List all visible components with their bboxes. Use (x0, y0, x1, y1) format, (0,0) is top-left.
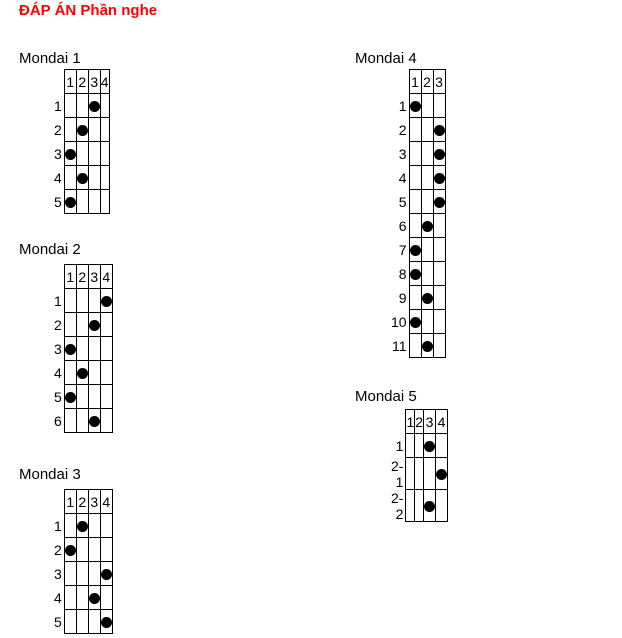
question-number: 6 (54, 412, 62, 429)
answer-cell (100, 562, 112, 586)
answer-cell (88, 313, 100, 337)
question-number: 1 (395, 437, 404, 454)
option-header: 2 (76, 70, 88, 94)
answer-cell (88, 361, 100, 385)
answer-mark (89, 416, 100, 427)
answer-cell (100, 385, 112, 409)
answer-cell (100, 289, 112, 313)
question-number: 1 (54, 292, 62, 309)
section-title: Mondai 5 (355, 388, 417, 405)
answer-cell (433, 334, 445, 358)
option-header: 4 (100, 70, 109, 94)
answer-cell (421, 238, 433, 262)
header-corner (391, 410, 406, 434)
answer-cell (88, 409, 100, 433)
answer-grid (391, 409, 448, 522)
answer-cell (421, 262, 433, 286)
question-row (54, 166, 109, 190)
answer-cell (424, 458, 436, 490)
question-number: 2 (54, 121, 62, 138)
answer-mark (410, 245, 421, 256)
answer-mark (422, 293, 433, 304)
answer-mark (436, 469, 447, 480)
answer-cell (88, 538, 100, 562)
answer-cell (76, 190, 88, 214)
answer-cell (88, 166, 100, 190)
question-number: 3 (54, 340, 62, 357)
answer-cell (76, 409, 88, 433)
answer-mark (410, 101, 421, 112)
answer-cell (100, 409, 112, 433)
answer-mark (77, 521, 88, 532)
answer-cell (64, 562, 76, 586)
answer-cell (100, 514, 112, 538)
option-header: 1 (64, 70, 76, 94)
answer-cell (64, 514, 76, 538)
question-row (54, 337, 112, 361)
answer-mark (65, 392, 76, 403)
question-row (54, 142, 109, 166)
answer-cell (436, 458, 448, 490)
question-row (391, 434, 448, 458)
header-corner (54, 490, 64, 514)
answer-cell (76, 385, 88, 409)
answer-cell (100, 118, 109, 142)
answer-cell (76, 94, 88, 118)
question-number: 5 (398, 193, 407, 210)
answer-cell (409, 286, 421, 310)
answer-cell (433, 286, 445, 310)
answer-cell (88, 142, 100, 166)
answer-cell (88, 562, 100, 586)
answer-mark (77, 368, 88, 379)
header-corner (54, 265, 64, 289)
question-row (391, 118, 445, 142)
page-title: ĐÁP ÁN Phần nghe (19, 2, 158, 19)
answer-cell (433, 310, 445, 334)
answer-cell (100, 94, 109, 118)
question-number: 3 (398, 145, 407, 162)
question-number: 2-2 (391, 489, 404, 522)
section-title: Mondai 1 (19, 50, 81, 67)
answer-mark (434, 149, 445, 160)
answer-cell (406, 434, 415, 458)
answer-cell (76, 313, 88, 337)
answer-mark (89, 101, 100, 112)
answer-mark (89, 320, 100, 331)
answer-cell (64, 538, 76, 562)
answer-grid (54, 69, 110, 214)
answer-cell (76, 562, 88, 586)
answer-cell (433, 166, 445, 190)
answer-cell (76, 118, 88, 142)
answer-mark (410, 269, 421, 280)
answer-cell (436, 434, 448, 458)
answer-cell (100, 190, 109, 214)
question-number: 4 (54, 589, 62, 606)
answer-mark (77, 125, 88, 136)
option-header: 2 (421, 70, 433, 94)
answer-mark (434, 173, 445, 184)
question-row (54, 361, 112, 385)
question-row (54, 538, 112, 562)
answer-mark (65, 197, 76, 208)
answer-cell (76, 514, 88, 538)
answer-cell (64, 142, 76, 166)
answer-cell (433, 142, 445, 166)
answer-cell (421, 118, 433, 142)
answer-mark (65, 149, 76, 160)
question-row (391, 286, 445, 310)
answer-mark (424, 441, 435, 452)
answer-cell (421, 286, 433, 310)
option-header: 3 (88, 265, 100, 289)
question-row (54, 313, 112, 337)
answer-cell (76, 289, 88, 313)
answer-cell (100, 538, 112, 562)
answer-mark (101, 617, 112, 628)
answer-cell (409, 142, 421, 166)
question-row (54, 289, 112, 313)
answer-cell (421, 334, 433, 358)
question-number: 1 (398, 97, 407, 114)
question-row (391, 490, 448, 522)
question-row (54, 562, 112, 586)
answer-cell (88, 586, 100, 610)
answer-mark (101, 296, 112, 307)
option-header: 4 (436, 410, 448, 434)
answer-cell (409, 190, 421, 214)
answer-cell (433, 118, 445, 142)
section-title: Mondai 4 (355, 50, 417, 67)
question-number: 4 (54, 169, 62, 186)
question-number: 9 (398, 289, 407, 306)
option-header: 1 (64, 265, 76, 289)
question-row (391, 262, 445, 286)
answer-cell (424, 434, 436, 458)
answer-cell (409, 238, 421, 262)
question-row (391, 142, 445, 166)
answer-cell (76, 610, 88, 634)
answer-cell (100, 166, 109, 190)
answer-cell (409, 334, 421, 358)
question-row (391, 94, 445, 118)
answer-cell (421, 142, 433, 166)
question-row (54, 409, 112, 433)
answer-cell (76, 361, 88, 385)
answer-mark (101, 569, 112, 580)
answer-cell (100, 142, 109, 166)
option-header: 3 (88, 490, 100, 514)
answer-cell (64, 361, 76, 385)
answer-cell (421, 94, 433, 118)
question-row (54, 514, 112, 538)
question-row (54, 385, 112, 409)
question-row (54, 586, 112, 610)
answer-cell (88, 514, 100, 538)
answer-cell (409, 262, 421, 286)
answer-cell (76, 142, 88, 166)
answer-cell (100, 313, 112, 337)
answer-cell (64, 586, 76, 610)
answer-cell (88, 94, 100, 118)
option-header: 1 (64, 490, 76, 514)
answer-mark (434, 125, 445, 136)
question-row (391, 458, 448, 490)
question-number: 2 (54, 316, 62, 333)
answer-cell (409, 166, 421, 190)
answer-cell (415, 490, 424, 522)
answer-cell (88, 190, 100, 214)
option-header: 3 (88, 70, 100, 94)
question-number: 11 (392, 337, 407, 354)
question-row (391, 166, 445, 190)
answer-cell (409, 118, 421, 142)
answer-cell (76, 337, 88, 361)
answer-cell (64, 409, 76, 433)
question-row (54, 190, 109, 214)
answer-mark (410, 317, 421, 328)
question-number: 1 (54, 517, 62, 534)
option-header: 2 (76, 490, 88, 514)
question-row (54, 118, 109, 142)
answer-cell (433, 94, 445, 118)
answer-cell (88, 337, 100, 361)
section-title: Mondai 3 (19, 466, 81, 483)
option-header: 3 (433, 70, 445, 94)
option-header: 3 (424, 410, 436, 434)
question-number: 5 (54, 388, 62, 405)
answer-cell (433, 238, 445, 262)
answer-cell (76, 538, 88, 562)
answer-cell (406, 458, 415, 490)
answer-cell (409, 94, 421, 118)
question-row (391, 190, 445, 214)
header-corner (391, 70, 409, 94)
section-title: Mondai 2 (19, 241, 81, 258)
answer-cell (64, 337, 76, 361)
answer-cell (64, 313, 76, 337)
option-header: 2 (415, 410, 424, 434)
answer-mark (424, 501, 435, 512)
answer-cell (433, 262, 445, 286)
answer-cell (64, 610, 76, 634)
answer-cell (88, 289, 100, 313)
answer-cell (100, 610, 112, 634)
answer-cell (415, 434, 424, 458)
answer-mark (77, 173, 88, 184)
answer-cell (421, 166, 433, 190)
option-header: 2 (76, 265, 88, 289)
question-row (391, 238, 445, 262)
answer-mark (422, 341, 433, 352)
question-number: 2-1 (391, 457, 404, 490)
answer-cell (100, 361, 112, 385)
answer-mark (65, 344, 76, 355)
answer-cell (415, 458, 424, 490)
answer-cell (409, 310, 421, 334)
question-number: 5 (54, 613, 62, 630)
answer-mark (422, 221, 433, 232)
answer-cell (76, 586, 88, 610)
answer-mark (434, 197, 445, 208)
question-number: 10 (391, 313, 407, 330)
answer-cell (433, 190, 445, 214)
answer-cell (436, 490, 448, 522)
answer-mark (65, 545, 76, 556)
question-number: 4 (398, 169, 407, 186)
answer-grid (54, 489, 113, 634)
question-number: 3 (54, 145, 62, 162)
answer-cell (88, 118, 100, 142)
answer-cell (64, 166, 76, 190)
answer-cell (421, 214, 433, 238)
question-row (54, 610, 112, 634)
answer-mark (89, 593, 100, 604)
question-number: 5 (54, 193, 62, 210)
question-number: 7 (398, 241, 407, 258)
question-number: 2 (54, 541, 62, 558)
option-header: 1 (406, 410, 415, 434)
question-number: 8 (398, 265, 407, 282)
question-row (391, 214, 445, 238)
question-row (391, 310, 445, 334)
option-header: 4 (100, 490, 112, 514)
question-number: 2 (398, 121, 407, 138)
answer-cell (424, 490, 436, 522)
answer-grid (54, 264, 113, 433)
answer-cell (64, 190, 76, 214)
answer-cell (100, 337, 112, 361)
answer-cell (64, 385, 76, 409)
question-number: 4 (54, 364, 62, 381)
question-row (54, 94, 109, 118)
question-row (391, 334, 445, 358)
answer-cell (88, 610, 100, 634)
answer-cell (64, 118, 76, 142)
answer-cell (64, 289, 76, 313)
option-header: 4 (100, 265, 112, 289)
answer-grid (391, 69, 446, 358)
question-number: 1 (54, 97, 62, 114)
answer-cell (64, 94, 76, 118)
answer-cell (406, 490, 415, 522)
answer-cell (433, 214, 445, 238)
option-header: 1 (409, 70, 421, 94)
header-corner (54, 70, 64, 94)
question-number: 6 (398, 217, 407, 234)
answer-cell (76, 166, 88, 190)
question-number: 3 (54, 565, 62, 582)
answer-cell (100, 586, 112, 610)
answer-cell (421, 190, 433, 214)
answer-cell (88, 385, 100, 409)
answer-cell (421, 310, 433, 334)
answer-cell (409, 214, 421, 238)
